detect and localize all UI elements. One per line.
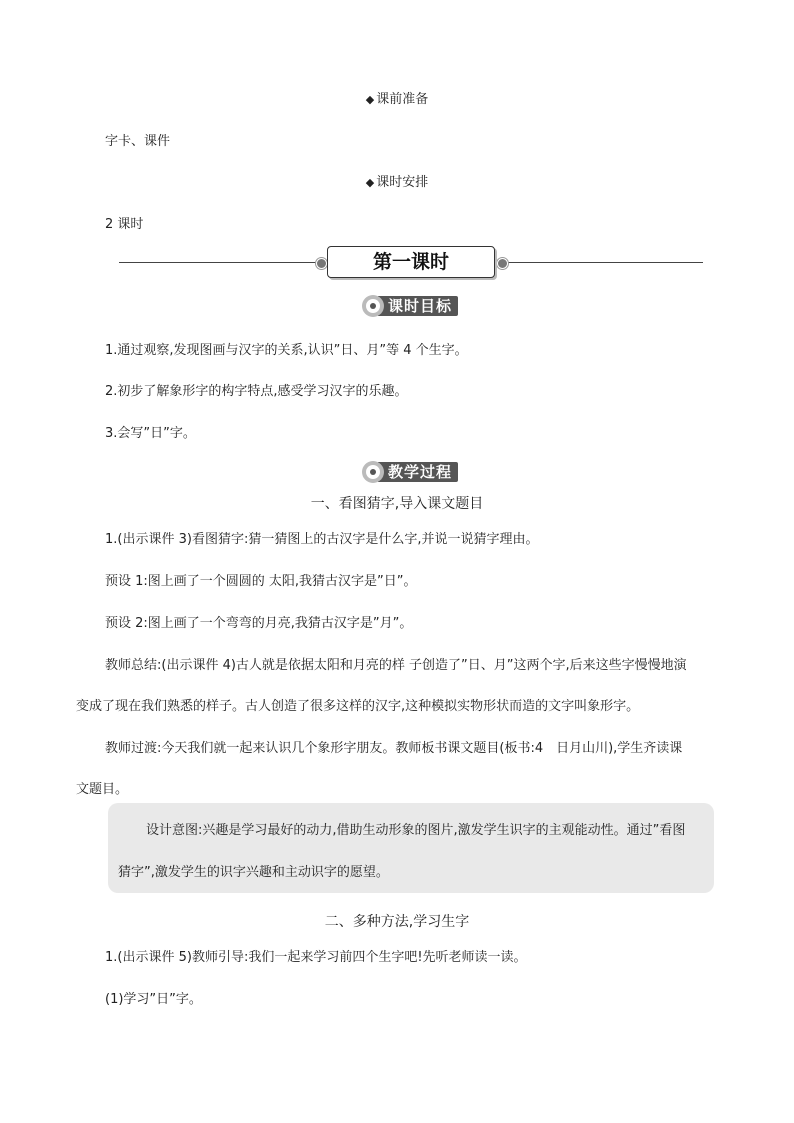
target-icon	[362, 461, 384, 483]
divider-right	[503, 262, 703, 263]
s1-paragraph-5-line1: 教师过渡:今天我们就一起来认识几个象形字朋友。教师板书课文题目(板书:4 日月山川),学生齐读课	[105, 741, 683, 756]
prep-text: 字卡、课件	[105, 134, 171, 149]
prep-heading: ◆ 课前准备	[365, 92, 429, 107]
goals-badge-label: 课时目标	[378, 296, 458, 316]
s1-paragraph-5-line2: 文题目。	[76, 782, 129, 797]
divider-dot-icon	[497, 258, 508, 269]
goals-badge	[362, 295, 458, 317]
process-badge-label: 教学过程	[378, 462, 458, 482]
divider-left	[119, 262, 323, 263]
process-badge	[362, 461, 458, 483]
s1-paragraph-4-line2: 变成了现在我们熟悉的样子。古人创造了很多这样的汉字,这种模拟实物形状而造的文字叫象形字。	[76, 699, 640, 714]
divider-dot-icon	[316, 258, 327, 269]
s1-paragraph-2: 预设 1:图上画了一个圆圆的 太阳,我猜古汉字是”日”。	[105, 574, 417, 589]
s1-paragraph-1: 1.(出示课件 3)看图猜字:猜一猜图上的古汉字是什么字,并说一说猜字理由。	[105, 532, 539, 547]
s2-paragraph-2: (1)学习”日”字。	[105, 992, 202, 1007]
section-2-title: 二、多种方法,学习生字	[324, 914, 470, 930]
section-1-title: 一、看图猜字,导入课文题目	[310, 496, 484, 512]
goal-item-3: 3.会写”日”字。	[105, 426, 196, 441]
diamond-bullet-icon: ◆	[365, 176, 375, 189]
goal-item-2: 2.初步了解象形字的构字特点,感受学习汉字的乐趣。	[105, 384, 408, 399]
target-icon	[362, 295, 384, 317]
lesson-title: 第一课时	[327, 246, 495, 278]
design-intent-line1: 设计意图:兴趣是学习最好的动力,借助生动形象的图片,激发学生识字的主观能动性。通过”看图	[146, 823, 686, 838]
s2-paragraph-1: 1.(出示课件 5)教师引导:我们一起来学习前四个生字吧!先听老师读一读。	[105, 950, 527, 965]
goal-item-1: 1.通过观察,发现图画与汉字的关系,认识”日、月”等 4 个生字。	[105, 343, 468, 358]
schedule-text: 2 课时	[105, 217, 144, 232]
s1-paragraph-3: 预设 2:图上画了一个弯弯的月亮,我猜古汉字是”月”。	[105, 616, 413, 631]
diamond-bullet-icon: ◆	[365, 93, 375, 106]
design-intent-line2: 猜字”,激发学生的识字兴趣和主动识字的愿望。	[118, 865, 389, 880]
s1-paragraph-4-line1: 教师总结:(出示课件 4)古人就是依据太阳和月亮的样 子创造了”日、月”这两个字,后来这些字慢慢地演	[105, 658, 687, 673]
schedule-heading: ◆ 课时安排	[365, 175, 429, 190]
